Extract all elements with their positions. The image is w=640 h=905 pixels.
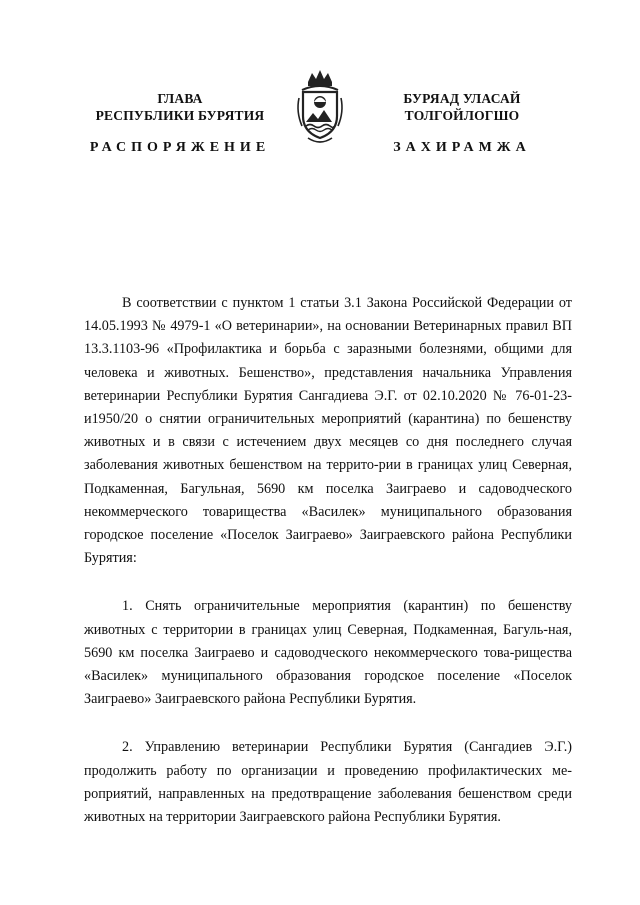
doc-type-right: ЗАХИРАМЖА [393, 140, 531, 155]
header-left-line2: РЕСПУБЛИКИ БУРЯТИЯ [95, 108, 265, 123]
document-body [84, 292, 572, 829]
header-right-title [352, 90, 572, 124]
header-right-line2: ТОЛГОЙЛОГШО [404, 108, 520, 123]
preamble-paragraph: В соответствии с пунктом 1 статьи 3.1 Закона Российской Федерации от 14.05.1993 № 4979-1 «О ветеринарии», на основании Ветеринарных правил ВП 13.3.1103-96 «Профилактика и борьба с заразными болезнями, общими для человека и животных. Бешенство», представления начальника Управления ветеринарии Республики Бурятия Сангадиева Э.Г. от 02.10.2020 № 76-01-23-и1950/20 о снятии ограничительных мероприятий (карантина) по бешенству животных и в связи с истечением двух месяцев со дня последнего случая заболевания животных бешенством на террито-рии в границах улиц Северная, Подкаменная, Багульная, 5690 км поселка Заиграево и садоводческого некоммерческого товарищества «Василек» муниципального образования городское поселение «Поселок Заиграево» Заиграевского района Республики Бурятия: [84, 295, 572, 567]
item-1-paragraph: 1. Снять ограничительные мероприятия (карантин) по бешенству животных с территории в границах улиц Северная, Подкаменная, Багуль-ная, 5690 км поселка Заиграево и садоводческого некоммерческого това-рищества «Василек» муниципального образования городское поселение «Поселок Заиграево» Заиграевского района Республики Бурятия. [84, 598, 572, 708]
coat-of-arms-emblem-icon [294, 68, 346, 148]
item-2-paragraph: 2. Управлению ветеринарии Республики Бурятия (Сангадиев Э.Г.) продолжить работу по организации и проведению профилактических ме-роприятий, направленных на предотвращение заболевания бешенством среди животных на территории Заиграевского района Республики Бурятия. [84, 739, 572, 826]
header-left-title [70, 90, 290, 124]
doc-type-left: РАСПОРЯЖЕНИЕ [89, 140, 271, 155]
header-left-line1: ГЛАВА [157, 91, 203, 106]
header-right-line1: БУРЯАД УЛАСАЙ [403, 91, 521, 106]
